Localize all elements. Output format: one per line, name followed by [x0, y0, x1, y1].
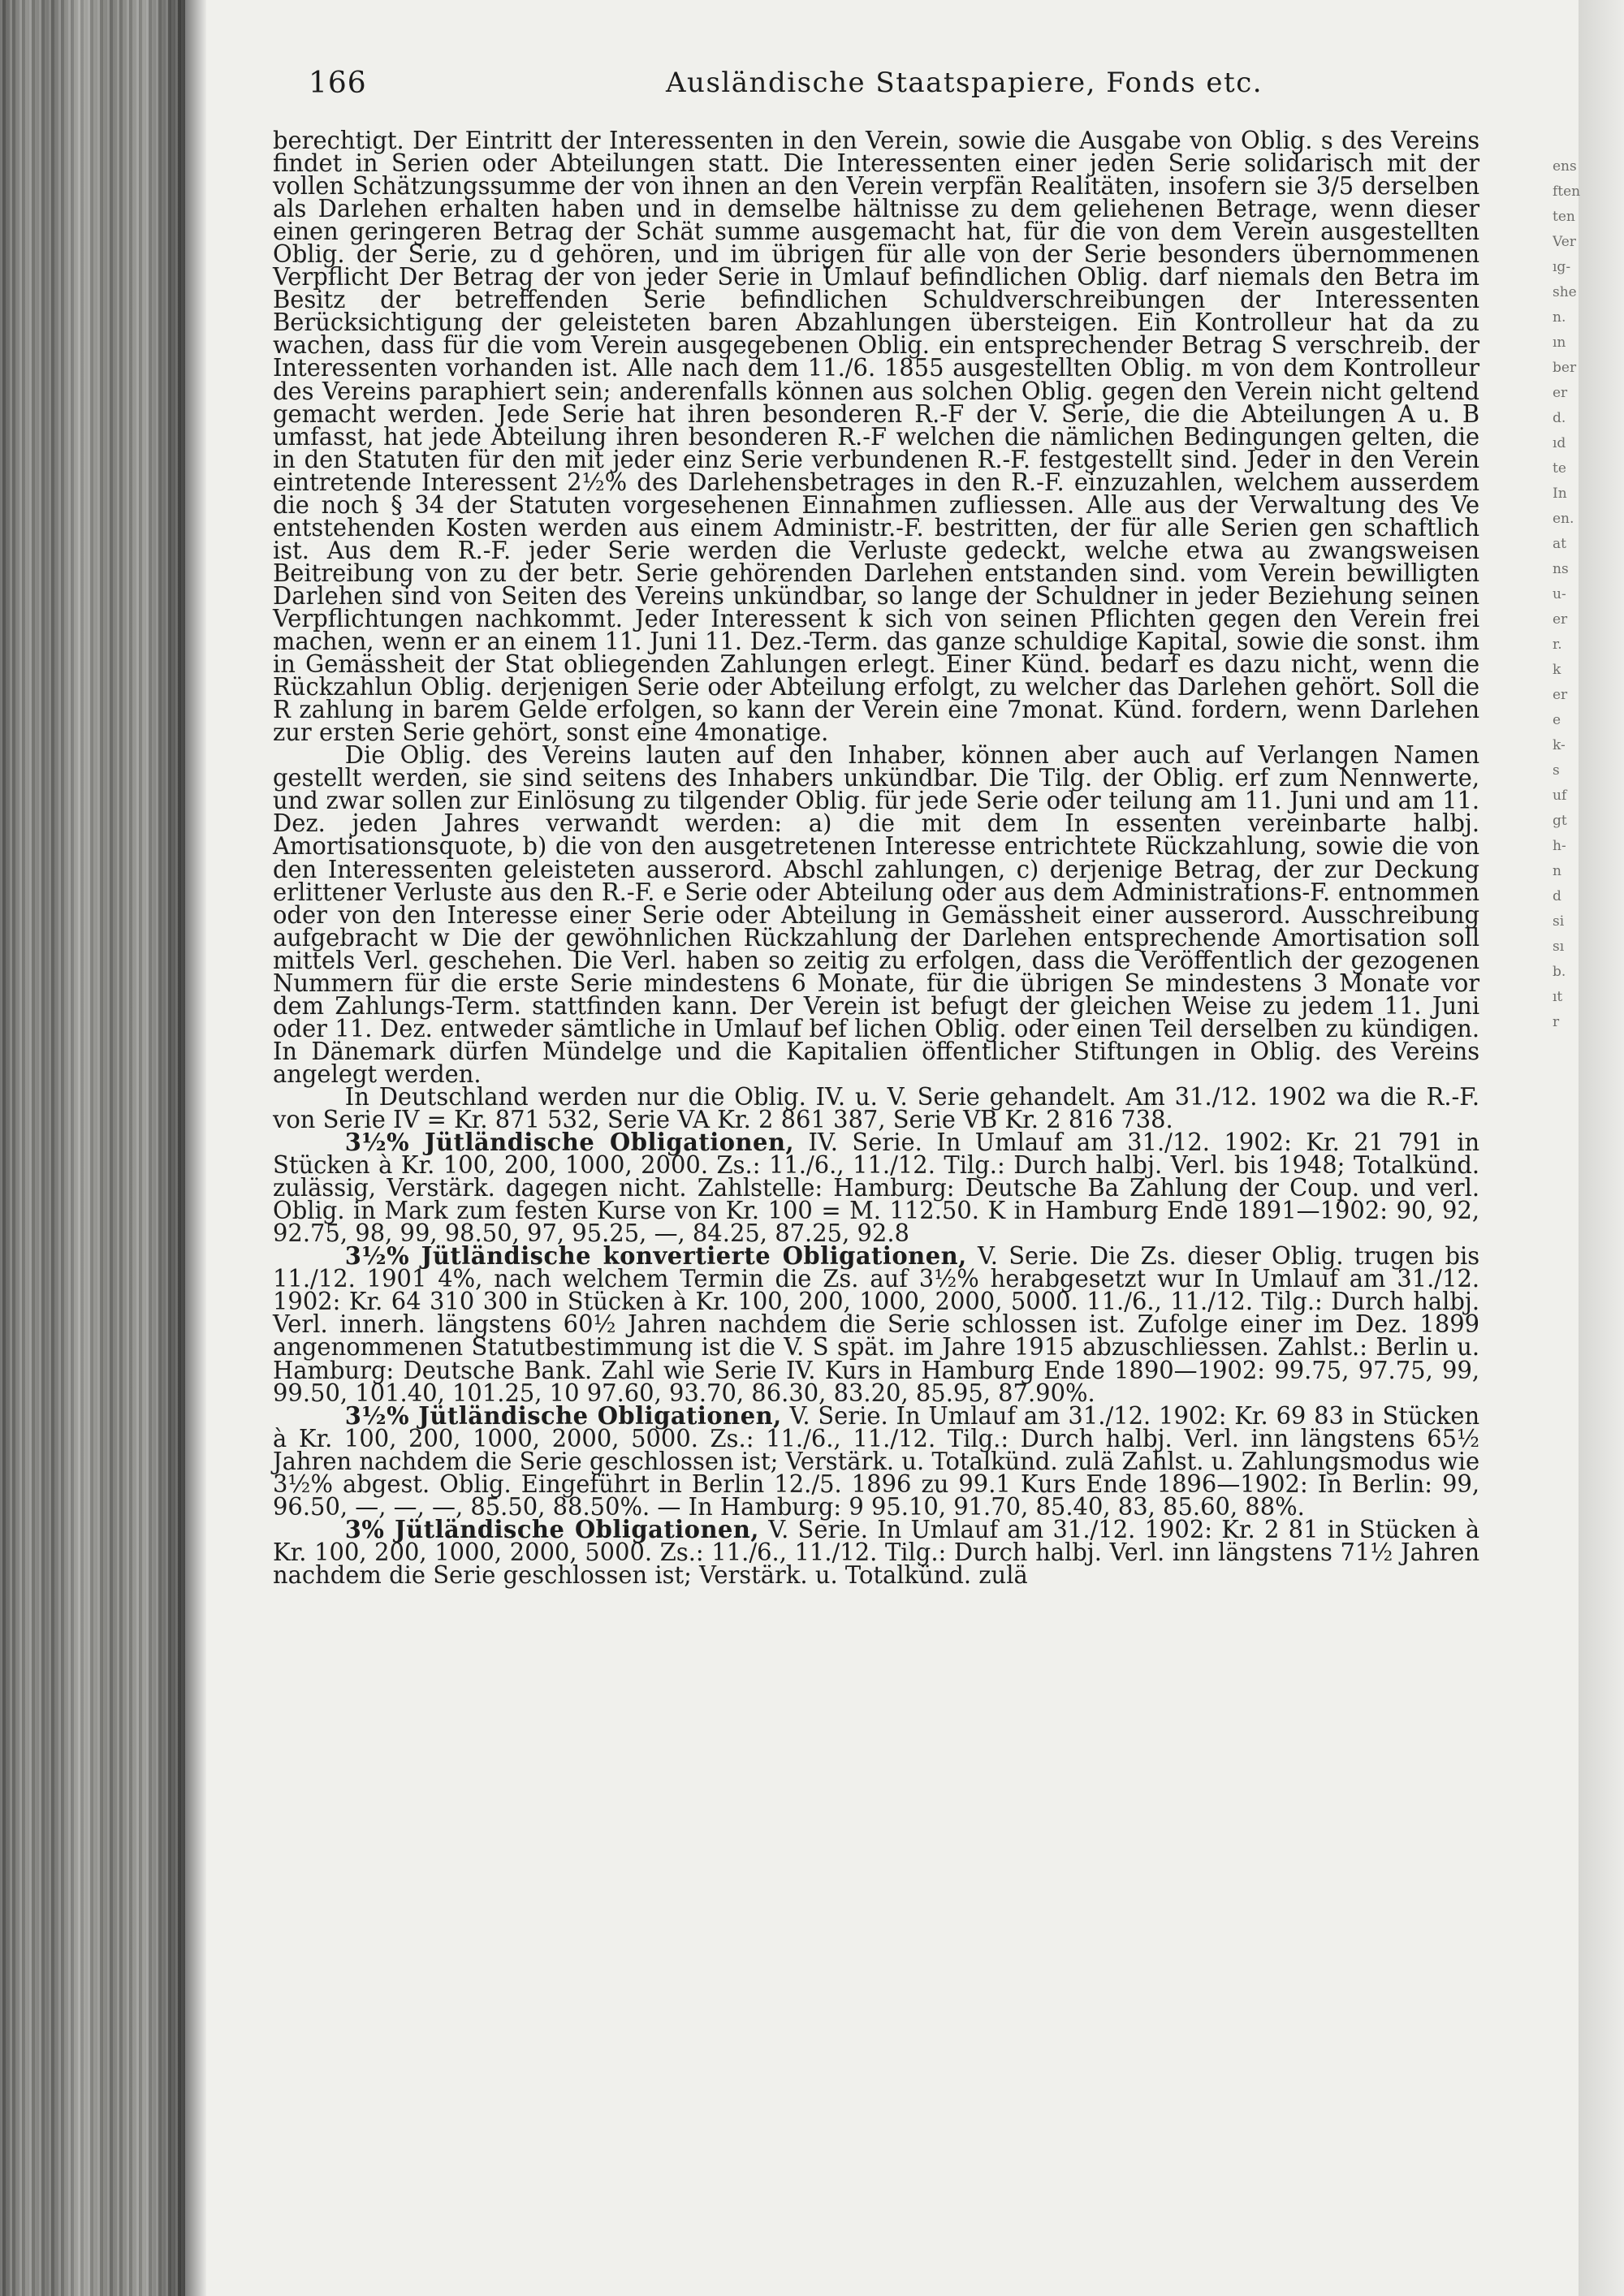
margin-fragment: ens: [1553, 158, 1577, 175]
margin-fragment: ten: [1553, 209, 1575, 225]
margin-fragment: In: [1553, 486, 1567, 502]
margin-fragment: s: [1553, 762, 1560, 779]
bond-entry-title: 3½% Jütländische konvertierte Obligationen,: [344, 1242, 967, 1271]
margin-fragment: u-: [1553, 586, 1566, 602]
margin-fragment: she: [1553, 284, 1577, 300]
paragraph-continuation: berechtigt. Der Eintritt der Interessenten in den Verein, sowie die Ausgabe von Oblig. s des Vereins findet in Serien oder Abteilungen statt. Die Interessenten einer jeden Serie solidarisch mit der vollen Schätzungssumme der von ihnen an den Verein verpfän Realitäten, insofern sie 3/5 derselben als Darlehen erhalten haben und in demselbe hältnisse zu dem geliehenen Betrage, wenn dieser einen geringeren Betrag der Schät summe ausgemacht hat, für die von dem Verein ausgestellten Oblig. der Serie, zu d gehören, und im übrigen für alle von der Serie besonders übernommenen Verpflicht Der Betrag der von jeder Serie in Umlauf befindlichen Oblig. darf niemals den Betra im Besitz der betreffenden Serie befindlichen Schuldverschreibungen der Interessenten Berücksichtigung der geleisteten baren Abzahlungen übersteigen. Ein Kontrolleur hat da zu wachen, dass für die vom Verein ausgegebenen Oblig. ein entsprechender Betrag S verschreib. der Interessenten vorhanden ist. Alle nach dem 11./6. 1855 ausgestellten Oblig. m von dem Kontrolleur des Vereins paraphiert sein; anderenfalls können aus solchen Oblig. gegen den Verein nicht geltend gemacht werden. Jede Serie hat ihren besonderen R.-F der V. Serie, die die Abteilungen A u. B umfasst, hat jede Abteilung ihren besonderen R.-F welchen die nämlichen Bedingungen gelten, die in den Statuten für den mit jeder einz Serie verbundenen R.-F. festgestellt sind. Jeder in den Verein eintretende Interessent 2½% des Darlehensbetrages in den R.-F. einzuzahlen, welchem ausserdem die noch § 34 der Statuten vorgesehenen Einnahmen zufliessen. Alle aus der Verwaltung des Ve entstehenden Kosten werden aus einem Administr.-F. bestritten, der für alle Serien gen schaftlich ist. Aus dem R.-F. jeder Serie werden die Verluste gedeckt, welche etwa au zwangsweisen Beitreibung von zu der betr. Serie gehörenden Darlehen entstanden sind. vom Verein bewilligten Darlehen sind von Seiten des Vereins unkündbar, so lange der Schuldner in jeder Beziehung seinen Verpflichtungen nachkommt. Jeder Interessent k sich von seinen Pflichten gegen den Verein frei machen, wenn er an einem 11. Juni 11. Dez.-Term. das ganze schuldige Kapital, sowie die sonst. ihm in Gemässheit der Stat obliegenden Zahlungen erlegt. Einer Künd. bedarf es dazu nicht, wenn die Rückzahlun Oblig. derjenigen Serie oder Abteilung erfolgt, zu welcher das Darlehen gehört. Soll die R zahlung in barem Gelde erfolgen, so kann der Verein eine 7monat. Künd. fordern, wenn Darlehen zur ersten Serie gehört, sonst eine 4monatige.: [273, 127, 1480, 748]
margin-fragment: ıt: [1553, 989, 1563, 1005]
margin-fragment: gt: [1553, 813, 1567, 829]
bond-entry-body: V. Serie. Die Zs. dieser Oblig. trugen bis 11./12. 1901 4%, nach welchem Termin die Zs. auf 3½% herabgesetzt wur In Umlauf am 31./12. 1902: Kr. 64 310 300 in Stücken à Kr. 100, 200, 1000, 2000, 5000. 11./6., 11./12. Tilg.: Durch halbj. Verl. innerh. längstens 60½ Jahren nachdem die Serie schlossen ist. Zufolge einer im Dez. 1899 angenommenen Statutbestimmung ist die V. S spät. im Jahre 1915 abzuschliessen. Zahlst.: Berlin u. Hamburg: Deutsche Bank. Zahl wie Serie IV. Kurs in Hamburg Ende 1890—1902: 99.75, 97.75, 99, 99.50, 101.40, 101.25, 10 97.60, 93.70, 86.30, 83.20, 85.95, 87.90%.: [273, 1242, 1480, 1408]
bond-entry-body: V. Serie. In Umlauf am 31./12. 1902: Kr. 2 81 in Stücken à Kr. 100, 200, 1000, 2000, 5000. Zs.: 11./6., 11./12. Tilg.: Durch halbj. Verl. inn längstens 71½ Jahren nachdem die Serie geschlossen ist; Verstärk. u. Totalkünd. zulä: [273, 1515, 1480, 1590]
margin-fragment: Ver: [1553, 234, 1576, 250]
page-number: 166: [309, 67, 367, 100]
margin-fragment: ıg-: [1553, 259, 1571, 275]
margin-fragment: k-: [1553, 737, 1566, 753]
margin-fragment: r: [1553, 1014, 1560, 1030]
book-spine-edge: [0, 0, 185, 2296]
bond-entry-v-serie-3-5: [273, 1401, 1480, 1521]
margin-fragment: er: [1553, 611, 1568, 628]
margin-fragment: n: [1553, 863, 1561, 879]
bond-entry-title: 3½% Jütländische Obligationen,: [344, 1401, 782, 1431]
bond-entry-title: 3% Jütländische Obligationen,: [344, 1515, 759, 1544]
margin-fragment: d: [1553, 888, 1561, 904]
bond-entry-iv-serie: [273, 1129, 1480, 1249]
gutter-shadow: [185, 0, 206, 2296]
margin-fragment: ften: [1553, 183, 1581, 200]
bond-entry-konvertierte-v-serie: [273, 1242, 1480, 1408]
paragraph-germany-trading: In Deutschland werden nur die Oblig. IV. u. V. Serie gehandelt. Am 31./12. 1902 wa die R.-F. von Serie IV = Kr. 871 532, Serie VA Kr. 2 861 387, Serie VB Kr. 2 816 738.: [273, 1082, 1480, 1135]
margin-fragment: k: [1553, 662, 1561, 678]
margin-fragment: b.: [1553, 964, 1566, 980]
margin-fragment: sı: [1553, 939, 1565, 955]
margin-fragment: ıd: [1553, 435, 1566, 451]
bond-entry-body: V. Serie. In Umlauf am 31./12. 1902: Kr. 69 83 in Stücken à Kr. 100, 200, 1000, 2000, 5000. Zs.: 11./6., 11./12. Tilg.: Durch halbj. Verl. inn längstens 65½ Jahren nachdem die Serie geschlossen ist; Verstärk. u. Totalkünd. zulä Zahlst. u. Zahlungsmodus wie 3½% abgest. Oblig. Eingeführt in Berlin 12./5. 1896 zu 99.1 Kurs Ende 1896—1902: In Berlin: 99, 96.50, —, —, —, 85.50, 88.50%. — In Hamburg: 9 95.10, 91.70, 85.40, 83, 85.60, 88%.: [273, 1401, 1480, 1521]
running-title: Ausländische Staatspapiere, Fonds etc.: [666, 67, 1263, 99]
margin-fragment: en.: [1553, 511, 1574, 527]
margin-fragment: er: [1553, 385, 1568, 401]
margin-fragment: r.: [1553, 637, 1562, 653]
margin-fragment: si: [1553, 913, 1565, 930]
facing-page-fragments: [1553, 154, 1601, 1035]
margin-fragment: e: [1553, 712, 1561, 728]
running-header: [309, 67, 1543, 106]
margin-fragment: ns: [1553, 561, 1569, 577]
margin-fragment: er: [1553, 687, 1568, 703]
bond-entry-body: IV. Serie. In Umlauf am 31./12. 1902: Kr. 21 791 in Stücken à Kr. 100, 200, 1000, 2000. Zs.: 11./6., 11./12. Tilg.: Durch halbj. Verl. bis 1948; Totalkünd. zulässig, Verstärk. dagegen nicht. Zahlstelle: Hamburg: Deutsche Ba Zahlung der Coup. und verl. Oblig. in Mark zum festen Kurse von Kr. 100 = M. 112.50. K in Hamburg Ende 1891—1902: 90, 92, 92.75, 98, 99, 98.50, 97, 95.25, —, 84.25, 87.25, 92.8: [273, 1129, 1480, 1249]
margin-fragment: n.: [1553, 309, 1566, 326]
bond-entry-v-serie-3: [273, 1515, 1480, 1590]
paragraph-obligation-terms: Die Oblig. des Vereins lauten auf den Inhaber, können aber auch auf Verlangen Namen gestellt werden, sie sind seitens des Inhabers unkündbar. Die Tilg. der Oblig. erf zum Nennwerte, und zwar sollen zur Einlösung zu tilgender Oblig. für jede Serie oder teilung am 11. Juni und am 11. Dez. jeden Jahres verwandt werden: a) die mit dem In essenten vereinbarte halbj. Amortisationsquote, b) die von den ausgetretenen Interesse entrichtete Rückzahlung, sowie die von den Interessenten geleisteten ausserord. Abschl zahlungen, c) derjenige Betrag, der zur Deckung erlittener Verluste aus den R.-F. e Serie oder Abteilung oder aus dem Administrations-F. entnommen oder von den Interesse einer Serie oder Abteilung in Gemässheit einer ausserord. Ausschreibung aufgebracht w Die der gewöhnlichen Rückzahlung der Darlehen entsprechende Amortisation soll mittels Verl. geschehen. Die Verl. haben so zeitig zu erfolgen, dass die Veröffentlich der gezogenen Nummern für die erste Serie mindestens 6 Monate, für die übrigen Se mindestens 3 Monate vor dem Zahlungs-Term. stattfinden kann. Der Verein ist befugt der gleichen Weise zu jedem 11. Juni oder 11. Dez. entweder sämtliche in Umlauf bef lichen Oblig. oder einen Teil derselben zu kündigen. In Dänemark dürfen Mündelge und die Kapitalien öffentlicher Stiftungen in Oblig. des Vereins angelegt werden.: [273, 741, 1480, 1089]
margin-fragment: te: [1553, 460, 1566, 477]
margin-fragment: ber: [1553, 360, 1577, 376]
margin-fragment: h-: [1553, 838, 1566, 854]
margin-fragment: uf: [1553, 788, 1567, 804]
margin-fragment: at: [1553, 536, 1566, 552]
margin-fragment: d.: [1553, 410, 1566, 426]
body-text: [273, 127, 1480, 1590]
margin-fragment: ın: [1553, 334, 1566, 351]
bond-entry-title: 3½% Jütländische Obligationen,: [344, 1129, 795, 1158]
